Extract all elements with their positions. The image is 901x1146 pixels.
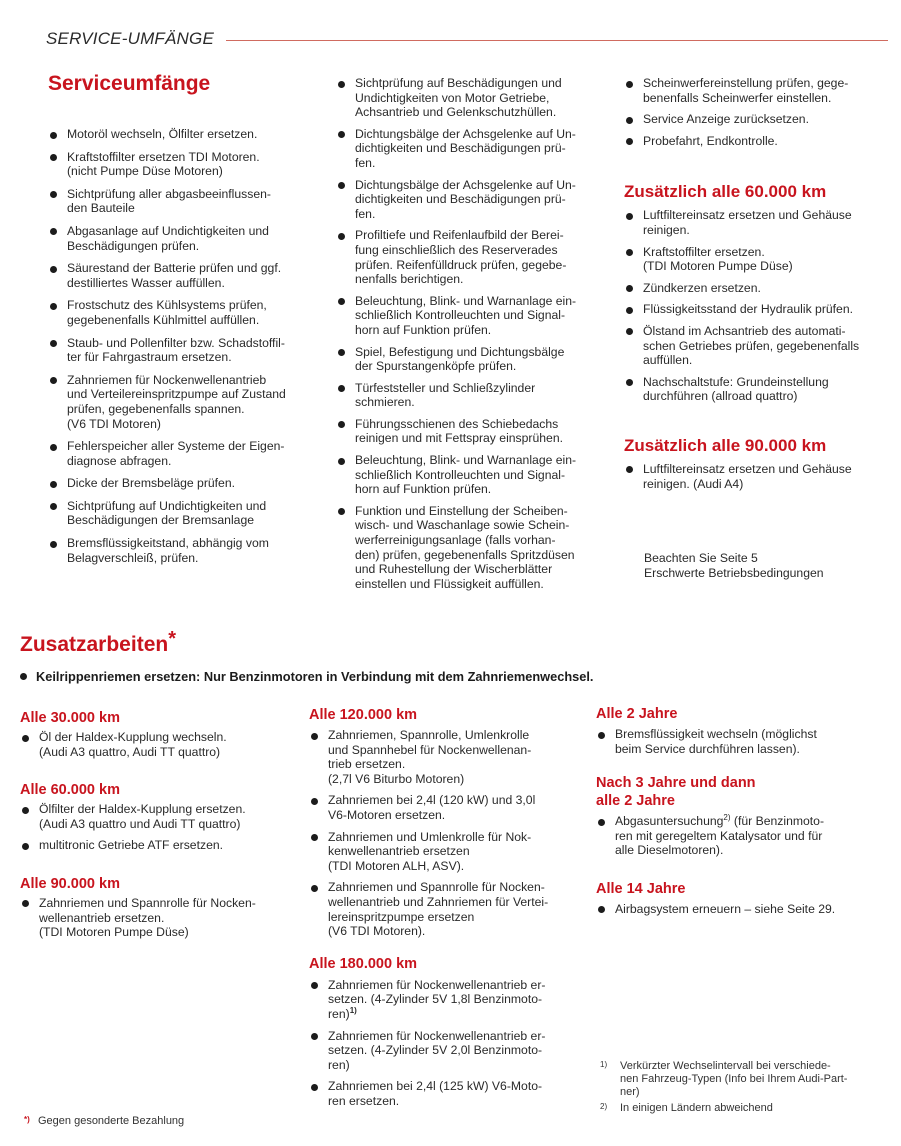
list-item	[596, 902, 876, 917]
list-item	[336, 294, 606, 338]
list-item-text: Fehlerspeicher aller Systeme der Eigen- diagnose abfragen.	[67, 439, 285, 468]
bullet-icon	[626, 285, 633, 292]
list-item	[624, 245, 892, 274]
list-item-text: Luftfiltereinsatz ersetzen und Gehäuse reinigen. (Audi A4)	[643, 461, 852, 491]
list-item	[624, 324, 892, 368]
footnote-2-mark: 2)	[600, 1102, 608, 1111]
bullet-icon	[626, 249, 633, 256]
j2-title: Alle 2 Jahre	[596, 706, 678, 722]
list-item-text: Luftfiltereinsatz ersetzen und Gehäuse reinigen.	[643, 208, 852, 237]
bullet-icon	[626, 307, 633, 314]
bullet-icon	[338, 349, 345, 356]
bullet-icon	[50, 340, 57, 347]
bullet-icon	[50, 154, 57, 161]
list-item-text: Zündkerzen ersetzen.	[643, 280, 761, 295]
bullet-icon	[22, 900, 29, 907]
j3-title: Nach 3 Jahre und dann alle 2 Jahre	[596, 775, 756, 810]
bullet-icon	[338, 233, 345, 240]
bullet-icon	[50, 377, 57, 384]
list-item	[309, 793, 581, 822]
j14-title: Alle 14 Jahre	[596, 880, 686, 897]
bullet-icon	[626, 328, 633, 335]
bullet-icon	[311, 885, 318, 892]
list-item-text: Probefahrt, Endkontrolle.	[643, 133, 778, 148]
list-item-text: Zahnriemen, Spannrolle, Umlenkrolle und Spannhebel für Nockenwellenan- trieb ersetzen. (2,7l V6 Biturbo Motoren)	[328, 728, 532, 786]
list-item-text: Frostschutz des Kühlsystems prüfen, gegebenenfalls Kühlmittel auffüllen.	[67, 298, 267, 327]
list-item-text: Motoröl wechseln, Ölfilter ersetzen.	[67, 127, 258, 141]
bullet-icon	[338, 131, 345, 138]
a90-list	[20, 896, 296, 940]
extra-90000-list	[624, 462, 892, 491]
keilrippen-text: Keilrippenriemen ersetzen: Nur Benzinmotoren in Verbindung mit dem Zahnriemenwechsel.	[36, 669, 594, 684]
bullet-icon	[311, 1084, 318, 1091]
bullet-icon	[338, 508, 345, 515]
list-item	[336, 76, 606, 120]
header-title: SERVICE-UMFÄNGE	[46, 29, 220, 49]
a180-footnote-ref: 1)	[349, 1005, 357, 1015]
bullet-icon	[338, 81, 345, 88]
zusatz-column-2	[309, 706, 581, 1115]
list-item-text: Kraftstoffilter ersetzen TDI Motoren. (nicht Pumpe Düse Motoren)	[67, 149, 260, 179]
list-item	[48, 476, 316, 491]
list-item	[624, 208, 892, 237]
list-item-text: Türfeststeller und Schließzylinder schmieren.	[355, 380, 536, 410]
bullet-icon	[311, 798, 318, 805]
footnote-1	[600, 1060, 880, 1099]
a180-item-2: Zahnriemen für Nockenwellenantrieb er- setzen. (4-Zylinder 5V 2,0l Benzinmoto- ren)	[328, 1028, 546, 1072]
zusatz-column-3	[596, 705, 876, 924]
bullet-icon	[20, 673, 27, 680]
service-column-1	[48, 72, 316, 573]
bullet-icon	[626, 379, 633, 386]
bullet-icon	[311, 834, 318, 841]
footnote-1-text: Verkürzter Wechselintervall bei verschiede- nen Fahrzeug-Typen (Info bei Ihrem Audi-Part- ner)	[620, 1060, 848, 1098]
list-item	[596, 727, 876, 756]
page-header	[46, 29, 888, 51]
list-item	[624, 302, 892, 317]
list-item	[336, 504, 606, 592]
a120-list	[309, 728, 581, 939]
service-column-2	[336, 76, 606, 598]
a90-title: Alle 90.000 km	[20, 875, 120, 892]
list-item-text: Zahnriemen und Spannrolle für Nocken- wellenantrieb ersetzen. (TDI Motoren Pumpe Düse)	[39, 895, 256, 940]
list-item-text: Sichtprüfung auf Beschädigungen und Undichtigkeiten von Motor Getriebe, Achsantrieb und Gelenkschutzhüllen.	[355, 76, 562, 120]
list-item-text: multitronic Getriebe ATF ersetzen.	[39, 838, 224, 853]
bullet-icon	[626, 213, 633, 220]
list-item	[336, 345, 606, 374]
bullet-icon	[22, 843, 29, 850]
bullet-icon	[626, 117, 633, 124]
bullet-icon	[50, 481, 57, 488]
footnote-star	[24, 1115, 284, 1128]
extra-90000-title: Zusätzlich alle 90.000 km	[624, 435, 827, 455]
list-item-text: Service Anzeige zurücksetzen.	[643, 112, 809, 127]
bullet-icon	[50, 541, 57, 548]
bullet-icon	[598, 819, 605, 826]
footnote-star-text: Gegen gesonderte Bezahlung	[38, 1115, 185, 1127]
list-item	[596, 814, 876, 858]
service-list-2	[336, 76, 606, 591]
service-title: Serviceumfänge	[48, 72, 211, 95]
list-item	[624, 375, 892, 404]
footnote-star-mark: *)	[24, 1115, 30, 1124]
list-item-text: Abgasanlage auf Undichtigkeiten und Beschädigungen prüfen.	[67, 223, 269, 253]
list-item	[48, 261, 316, 290]
list-item-text: Sichtprüfung auf Undichtigkeiten und Beschädigungen der Bremsanlage	[67, 498, 267, 528]
bullet-icon	[50, 444, 57, 451]
service-column-3	[624, 76, 892, 580]
a180-item-3: Zahnriemen bei 2,4l (125 kW) V6-Moto- ren ersetzen.	[328, 1079, 543, 1108]
list-item-text: Staub- und Pollenfilter bzw. Schadstoffil- ter für Fahrgastraum ersetzen.	[67, 335, 285, 365]
bullet-icon	[50, 191, 57, 198]
list-item-text: Ölfilter der Haldex-Kupplung ersetzen. (Audi A3 quattro und Audi TT quattro)	[39, 802, 246, 831]
list-item	[48, 336, 316, 365]
bullet-icon	[50, 303, 57, 310]
bullet-icon	[338, 298, 345, 305]
list-item	[624, 112, 892, 127]
zusatz-star: *	[168, 628, 176, 650]
j3-footnote-ref: 2)	[723, 813, 731, 823]
j14-list	[596, 902, 876, 917]
list-item-text: Zahnriemen und Spannrolle für Nocken- wellenantrieb und Zahnriemen für Vertei- lereinspritzpumpe ersetzen (V6 TDI Motoren).	[328, 880, 549, 939]
j3-item-b: (für Benzinmoto- ren mit geregeltem Katalysator und für alle Dieselmotoren).	[615, 814, 825, 858]
list-item	[48, 127, 316, 142]
j3-item-a: Abgasuntersuchung	[615, 814, 724, 829]
extra-60000-list	[624, 208, 892, 404]
list-item-text: Spiel, Befestigung und Dichtungsbälge der Spurstangenköpfe prüfen.	[355, 344, 565, 374]
list-item	[309, 830, 581, 874]
a60-title: Alle 60.000 km	[20, 782, 120, 799]
list-item	[20, 838, 296, 853]
list-item	[309, 880, 581, 938]
bullet-icon	[311, 733, 318, 740]
list-item	[336, 417, 606, 446]
list-item-text: Profiltiefe und Reifenlaufbild der Berei- fung einschließlich des Reserverades prüfen. Reifenfülldruck prüfen, gegebe- nenfalls berichtigen.	[355, 228, 567, 287]
bullet-icon	[626, 81, 633, 88]
list-item	[624, 134, 892, 149]
list-item	[48, 373, 316, 431]
list-item-text: Zahnriemen und Umlenkrolle für Nok- kenwellenantrieb ersetzen (TDI Motoren ALH, ASV).	[328, 829, 532, 873]
list-item-text: Ölstand im Achsantrieb des automati- schen Getriebes prüfen, gegebenenfalls auffüllen.	[643, 323, 860, 368]
bullet-icon	[626, 138, 633, 145]
bullet-icon	[338, 182, 345, 189]
keilrippen-note	[20, 669, 593, 684]
bullet-icon	[50, 228, 57, 235]
list-item	[336, 178, 606, 222]
list-item	[48, 298, 316, 327]
list-item-text: Führungsschienen des Schiebedachs reinigen und mit Fettspray einsprühen.	[355, 416, 563, 446]
a30-list	[20, 730, 296, 759]
list-item-text: Beleuchtung, Blink- und Warnanlage ein- schließlich Kontrolleuchten und Signal- horn auf Funktion prüfen.	[355, 453, 577, 497]
list-item	[48, 187, 316, 216]
bullet-icon	[50, 132, 57, 139]
bullet-icon	[311, 982, 318, 989]
list-item-text: Kraftstoffilter ersetzen. (TDI Motoren Pumpe Düse)	[643, 244, 793, 274]
a120-title: Alle 120.000 km	[309, 707, 418, 723]
list-item-text: Nachschaltstufe: Grundeinstellung durchführen (allroad quattro)	[643, 374, 829, 404]
list-item	[48, 536, 316, 565]
list-item	[624, 76, 892, 105]
bullet-icon	[598, 732, 605, 739]
list-item	[336, 453, 606, 497]
a180-item-1: Zahnriemen für Nockenwellenantrieb er- setzen. (4-Zylinder 5V 1,8l Benzinmoto- ren)	[328, 977, 546, 1021]
bullet-icon	[598, 906, 605, 913]
list-item	[20, 896, 296, 940]
list-item	[336, 228, 606, 286]
j3-list	[596, 814, 876, 858]
list-item	[48, 150, 316, 179]
list-item-text: Sichtprüfung aller abgasbeeinflussen- den Bauteile	[67, 186, 271, 216]
service-list-3	[624, 76, 892, 148]
bullet-icon	[338, 421, 345, 428]
zusatz-column-1	[20, 709, 296, 947]
footnote-2-text: In einigen Ländern abweichend	[620, 1102, 773, 1114]
list-item	[48, 224, 316, 253]
list-item-text: Bremsflüssigkeit wechseln (möglichst beim Service durchführen lassen).	[615, 727, 817, 756]
list-item	[48, 439, 316, 468]
bullet-icon	[22, 807, 29, 814]
list-item	[309, 728, 581, 786]
list-item-text: Funktion und Einstellung der Scheiben- wisch- und Waschanlage sowie Schein- werferreinigungsanlage (falls vorhan- den) prüfen, gegebenenfalls Spritzdüsen und Ruhestellung der Wischerblätter einstellen und Flüssigkeit auffüllen.	[355, 503, 575, 591]
list-item	[309, 1079, 581, 1108]
bullet-icon	[338, 385, 345, 392]
list-item-text: Flüssigkeitsstand der Hydraulik prüfen.	[643, 302, 853, 317]
a180-title: Alle 180.000 km	[309, 955, 418, 972]
list-item-text: Dicke der Bremsbeläge prüfen.	[67, 476, 236, 491]
list-item	[336, 127, 606, 171]
header-rule	[226, 40, 888, 41]
list-item	[20, 730, 296, 759]
list-item-text: Airbagsystem erneuern – siehe Seite 29.	[615, 901, 836, 916]
a30-title: Alle 30.000 km	[20, 710, 120, 726]
list-item-text: Bremsflüssigkeitstand, abhängig vom Belagverschleiß, prüfen.	[67, 536, 269, 565]
list-item-text: Dichtungsbälge der Achsgelenke auf Un- dichtigkeiten und Beschädigungen prü- fen.	[355, 177, 576, 221]
list-item	[48, 499, 316, 528]
service-list-1	[48, 127, 316, 565]
list-item	[20, 802, 296, 831]
zusatz-heading	[20, 628, 176, 657]
list-item-text: Scheinwerfereinstellung prüfen, gege- benenfalls Scheinwerfer einstellen.	[643, 76, 849, 105]
list-item	[309, 978, 581, 1022]
list-item-text: Beleuchtung, Blink- und Warnanlage ein- schließlich Kontrolleuchten und Signal- horn auf Funktion prüfen.	[355, 293, 577, 337]
list-item-text: Zahnriemen bei 2,4l (120 kW) und 3,0l V6-Motoren ersetzen.	[328, 793, 536, 822]
list-item-text: Dichtungsbälge der Achsgelenke auf Un- dichtigkeiten und Beschädigungen prü- fen.	[355, 126, 576, 170]
j2-list	[596, 727, 876, 756]
bullet-icon	[50, 266, 57, 273]
bullet-icon	[338, 458, 345, 465]
list-item	[624, 281, 892, 296]
bullet-icon	[50, 503, 57, 510]
bullet-icon	[311, 1033, 318, 1040]
zusatz-title: Zusatzarbeiten	[20, 633, 169, 656]
extra-60000-title: Zusätzlich alle 60.000 km	[624, 182, 827, 202]
list-item	[309, 1029, 581, 1073]
a180-list	[309, 978, 581, 1109]
list-item-text: Säurestand der Batterie prüfen und ggf. destilliertes Wasser auffüllen.	[67, 261, 282, 290]
list-item-text: Öl der Haldex-Kupplung wechseln. (Audi A3 quattro, Audi TT quattro)	[39, 730, 227, 759]
list-item	[336, 381, 606, 410]
list-item-text: Zahnriemen für Nockenwellenantrieb und Verteilereinspritzpumpe auf Zustand prüfen, gegebenenfalls spannen. (V6 TDI Motoren)	[67, 372, 286, 431]
note-page-5: Beachten Sie Seite 5 Erschwerte Betriebsbedingungen	[644, 551, 824, 580]
footnote-1-mark: 1)	[600, 1060, 608, 1069]
footnote-2	[600, 1102, 880, 1115]
a60-list	[20, 802, 296, 853]
bullet-icon	[22, 735, 29, 742]
list-item	[624, 462, 892, 491]
bullet-icon	[626, 466, 633, 473]
